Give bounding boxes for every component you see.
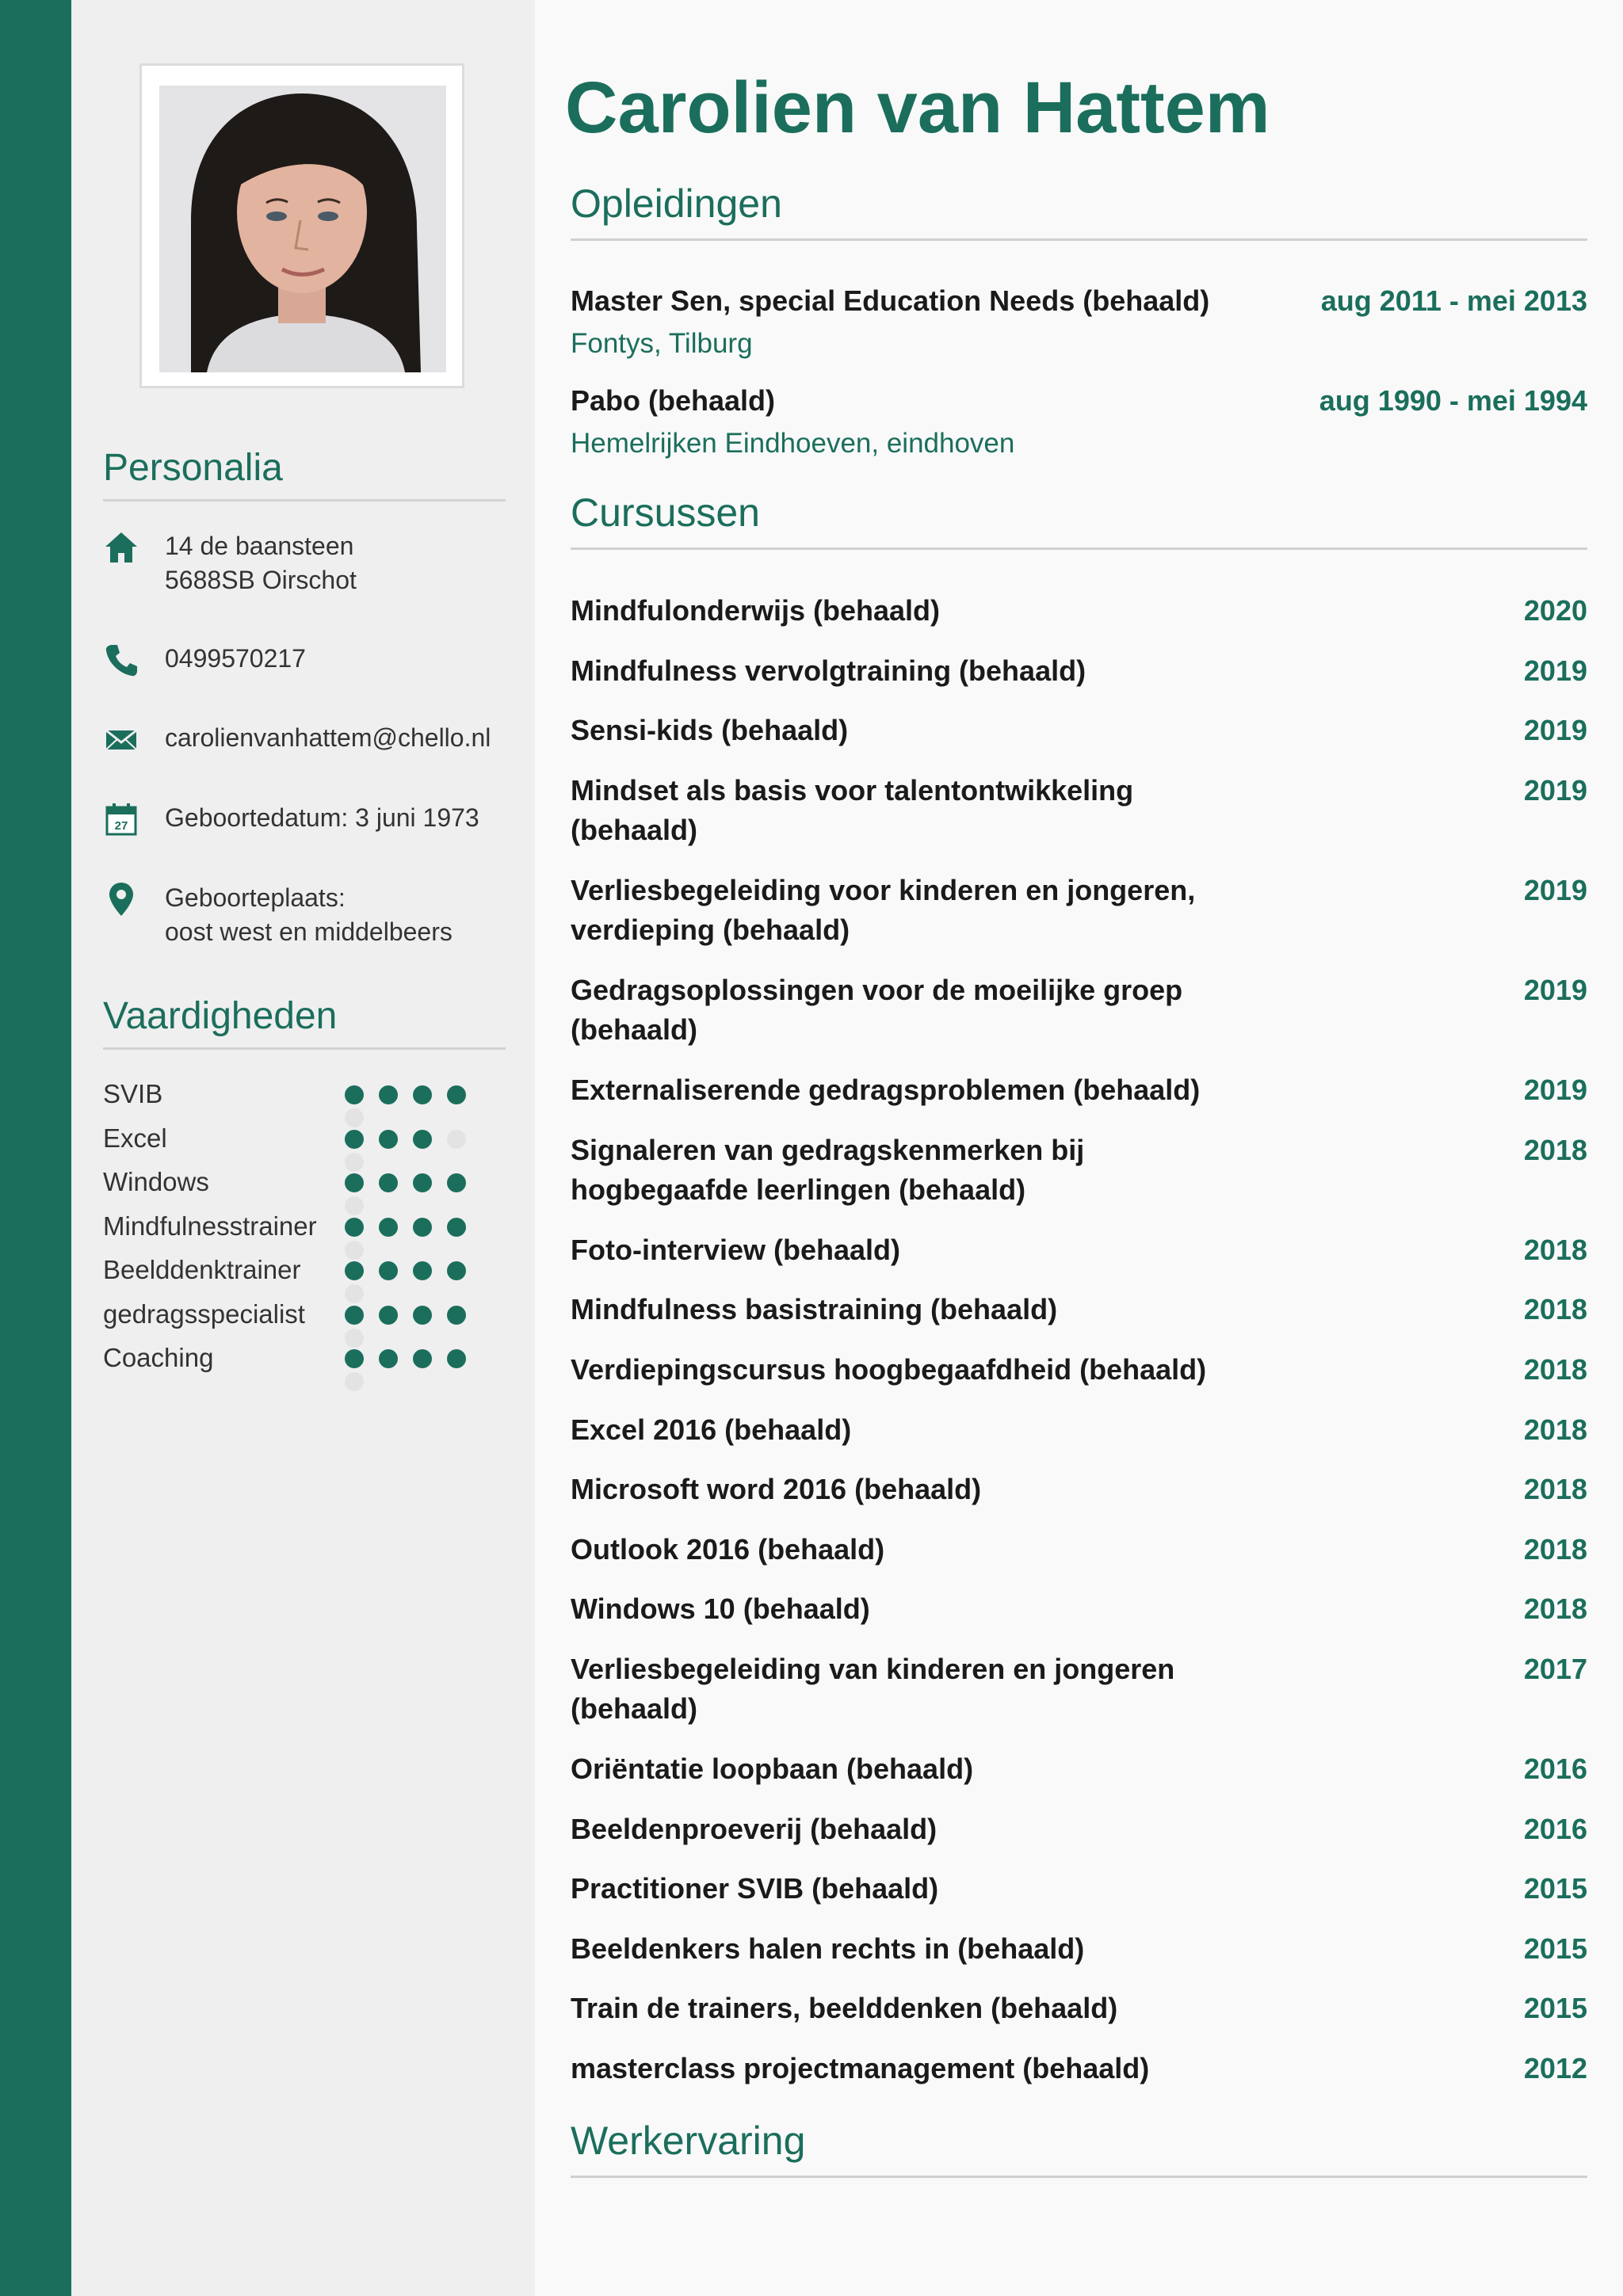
- course-title: Outlook 2016 (behaald): [571, 1533, 885, 1566]
- rating-dot-filled: [413, 1349, 432, 1368]
- course-title: Verdiepingscursus hoogbegaafdheid (behaald): [571, 1353, 1207, 1386]
- rating-dot-filled: [447, 1349, 466, 1368]
- skill-name: Windows: [103, 1167, 209, 1196]
- email-address: carolienvanhattem@chello.nl: [165, 723, 491, 752]
- envelope-icon: [103, 721, 139, 757]
- course-year: 2019: [1523, 874, 1587, 906]
- skill-row: [103, 1299, 507, 1330]
- course-title: Excel 2016 (behaald): [571, 1413, 852, 1446]
- birthplace-value: oost west en middelbeers: [165, 917, 453, 946]
- rating-dot-filled: [379, 1085, 398, 1104]
- rating-dot-filled: [413, 1085, 432, 1104]
- skill-name: Coaching: [103, 1343, 214, 1372]
- course-year: 2020: [1523, 594, 1587, 627]
- skill-rating: [345, 1218, 507, 1237]
- rating-dot-filled: [413, 1261, 432, 1280]
- course-year: 2018: [1523, 1293, 1587, 1325]
- course-year: 2016: [1523, 1813, 1587, 1845]
- course-title: Mindset als basis voor talentontwikkeling (behaald): [571, 774, 1134, 846]
- course-year: 2018: [1523, 1473, 1587, 1505]
- rating-dot-empty: [447, 1130, 466, 1149]
- skill-row: [103, 1342, 507, 1374]
- rating-dot-filled: [447, 1261, 466, 1280]
- home-icon: [103, 529, 139, 566]
- phone-number: 0499570217: [165, 644, 306, 673]
- course-title: Microsoft word 2016 (behaald): [571, 1473, 982, 1505]
- course-year: 2018: [1523, 1592, 1587, 1625]
- education-heading: Opleidingen: [571, 182, 1587, 241]
- course-title: Sensi-kids (behaald): [571, 714, 849, 746]
- course-title: Gedragsoplossingen voor de moeilijke groep (behaald): [571, 974, 1183, 1046]
- main-content: [535, 0, 1623, 2296]
- phone-icon: [103, 642, 139, 678]
- course-year: 2015: [1523, 1872, 1587, 1905]
- course-title: Mindfulness vervolgtraining (behaald): [571, 654, 1086, 687]
- rating-dot-filled: [413, 1173, 432, 1192]
- course-year: 2015: [1523, 1932, 1587, 1965]
- rating-dot-empty: [345, 1372, 364, 1391]
- course-year: 2018: [1523, 1353, 1587, 1386]
- rating-dot-filled: [345, 1173, 364, 1192]
- skill-name: Mindfulnesstrainer: [103, 1211, 317, 1241]
- education-dates: aug 1990 - mei 1994: [1319, 384, 1587, 417]
- course-year: 2019: [1523, 974, 1587, 1006]
- skill-row: [103, 1123, 507, 1154]
- birthplace-label: Geboorteplaats:: [165, 883, 346, 912]
- course-year: 2015: [1523, 1992, 1587, 2024]
- rating-dot-filled: [345, 1085, 364, 1104]
- rating-dot-filled: [345, 1349, 364, 1368]
- courses-heading: Cursussen: [571, 491, 1587, 550]
- education-place: Fontys, Tilburg: [571, 328, 753, 359]
- skills-heading: Vaardigheden: [103, 996, 506, 1050]
- course-title: Signaleren van gedragskenmerken bij hogbegaafde leerlingen (behaald): [571, 1134, 1085, 1206]
- rating-dot-filled: [345, 1261, 364, 1280]
- profile-photo: [159, 86, 446, 372]
- address-line-2: 5688SB Oirschot: [165, 566, 357, 594]
- rating-dot-filled: [447, 1306, 466, 1325]
- rating-dot-filled: [379, 1261, 398, 1280]
- course-title: masterclass projectmanagement (behaald): [571, 2052, 1150, 2084]
- calendar-icon: [103, 801, 139, 837]
- sidebar: [71, 0, 535, 2296]
- personalia-heading: Personalia: [103, 448, 506, 502]
- education-title: Master Sen, special Education Needs (behaald): [571, 284, 1210, 317]
- course-year: 2018: [1523, 1134, 1587, 1166]
- skill-row: [103, 1078, 507, 1110]
- birthdate: Geboortedatum: 3 juni 1973: [165, 803, 479, 832]
- accent-stripe: [0, 0, 71, 2296]
- course-year: 2019: [1523, 654, 1587, 687]
- skill-row: [103, 1211, 507, 1242]
- rating-dot-filled: [379, 1349, 398, 1368]
- education-dates: aug 2011 - mei 2013: [1320, 284, 1587, 317]
- course-title: Practitioner SVIB (behaald): [571, 1872, 939, 1905]
- course-title: Foto-interview (behaald): [571, 1234, 901, 1266]
- course-year: 2016: [1523, 1753, 1587, 1785]
- course-year: 2018: [1523, 1533, 1587, 1566]
- rating-dot-filled: [447, 1085, 466, 1104]
- rating-dot-filled: [379, 1306, 398, 1325]
- course-title: Beeldenproeverij (behaald): [571, 1813, 938, 1845]
- course-title: Train de trainers, beelddenken (behaald): [571, 1992, 1118, 2024]
- page-title: Carolien van Hattem: [565, 67, 1270, 148]
- skill-row: [103, 1166, 507, 1198]
- course-year: 2018: [1523, 1413, 1587, 1446]
- course-year: 2019: [1523, 774, 1587, 807]
- skill-rating: [345, 1349, 507, 1368]
- skill-name: Beelddenktrainer: [103, 1255, 301, 1284]
- course-title: Windows 10 (behaald): [571, 1592, 870, 1625]
- work-heading: Werkervaring: [571, 2119, 1587, 2178]
- address-line-1: 14 de baansteen: [165, 532, 354, 560]
- course-title: Mindfulness basistraining (behaald): [571, 1293, 1058, 1325]
- skill-name: SVIB: [103, 1079, 163, 1108]
- rating-dot-filled: [379, 1173, 398, 1192]
- skill-name: Excel: [103, 1123, 167, 1153]
- education-place: Hemelrijken Eindhoeven, eindhoven: [571, 428, 1015, 459]
- course-title: Beeldenkers halen rechts in (behaald): [571, 1932, 1085, 1965]
- course-year: 2019: [1523, 714, 1587, 746]
- course-year: 2017: [1523, 1653, 1587, 1685]
- course-year: 2012: [1523, 2052, 1587, 2084]
- rating-dot-filled: [413, 1306, 432, 1325]
- rating-dot-filled: [447, 1218, 466, 1237]
- rating-dot-filled: [413, 1130, 432, 1149]
- course-year: 2018: [1523, 1234, 1587, 1266]
- skill-rating: [345, 1085, 507, 1104]
- skill-rating: [345, 1130, 507, 1149]
- rating-dot-filled: [345, 1130, 364, 1149]
- rating-dot-filled: [345, 1306, 364, 1325]
- course-year: 2019: [1523, 1074, 1587, 1106]
- rating-dot-filled: [345, 1218, 364, 1237]
- course-title: Oriëntatie loopbaan (behaald): [571, 1753, 974, 1785]
- skill-rating: [345, 1261, 507, 1280]
- course-title: Verliesbegeleiding van kinderen en jongeren (behaald): [571, 1653, 1175, 1725]
- education-title: Pabo (behaald): [571, 384, 776, 417]
- calendar-day: 27: [114, 819, 128, 833]
- rating-dot-filled: [447, 1173, 466, 1192]
- skill-row: [103, 1254, 507, 1286]
- location-pin-icon: [103, 881, 139, 917]
- profile-photo-frame: [139, 63, 464, 388]
- course-title: Mindfulonderwijs (behaald): [571, 594, 940, 627]
- skill-rating: [345, 1173, 507, 1192]
- course-title: Verliesbegeleiding voor kinderen en jongeren, verdieping (behaald): [571, 874, 1196, 946]
- rating-dot-filled: [379, 1130, 398, 1149]
- rating-dot-filled: [379, 1218, 398, 1237]
- course-title: Externaliserende gedragsproblemen (behaald): [571, 1074, 1201, 1106]
- rating-dot-filled: [413, 1218, 432, 1237]
- skill-rating: [345, 1306, 507, 1325]
- skill-name: gedragsspecialist: [103, 1299, 305, 1329]
